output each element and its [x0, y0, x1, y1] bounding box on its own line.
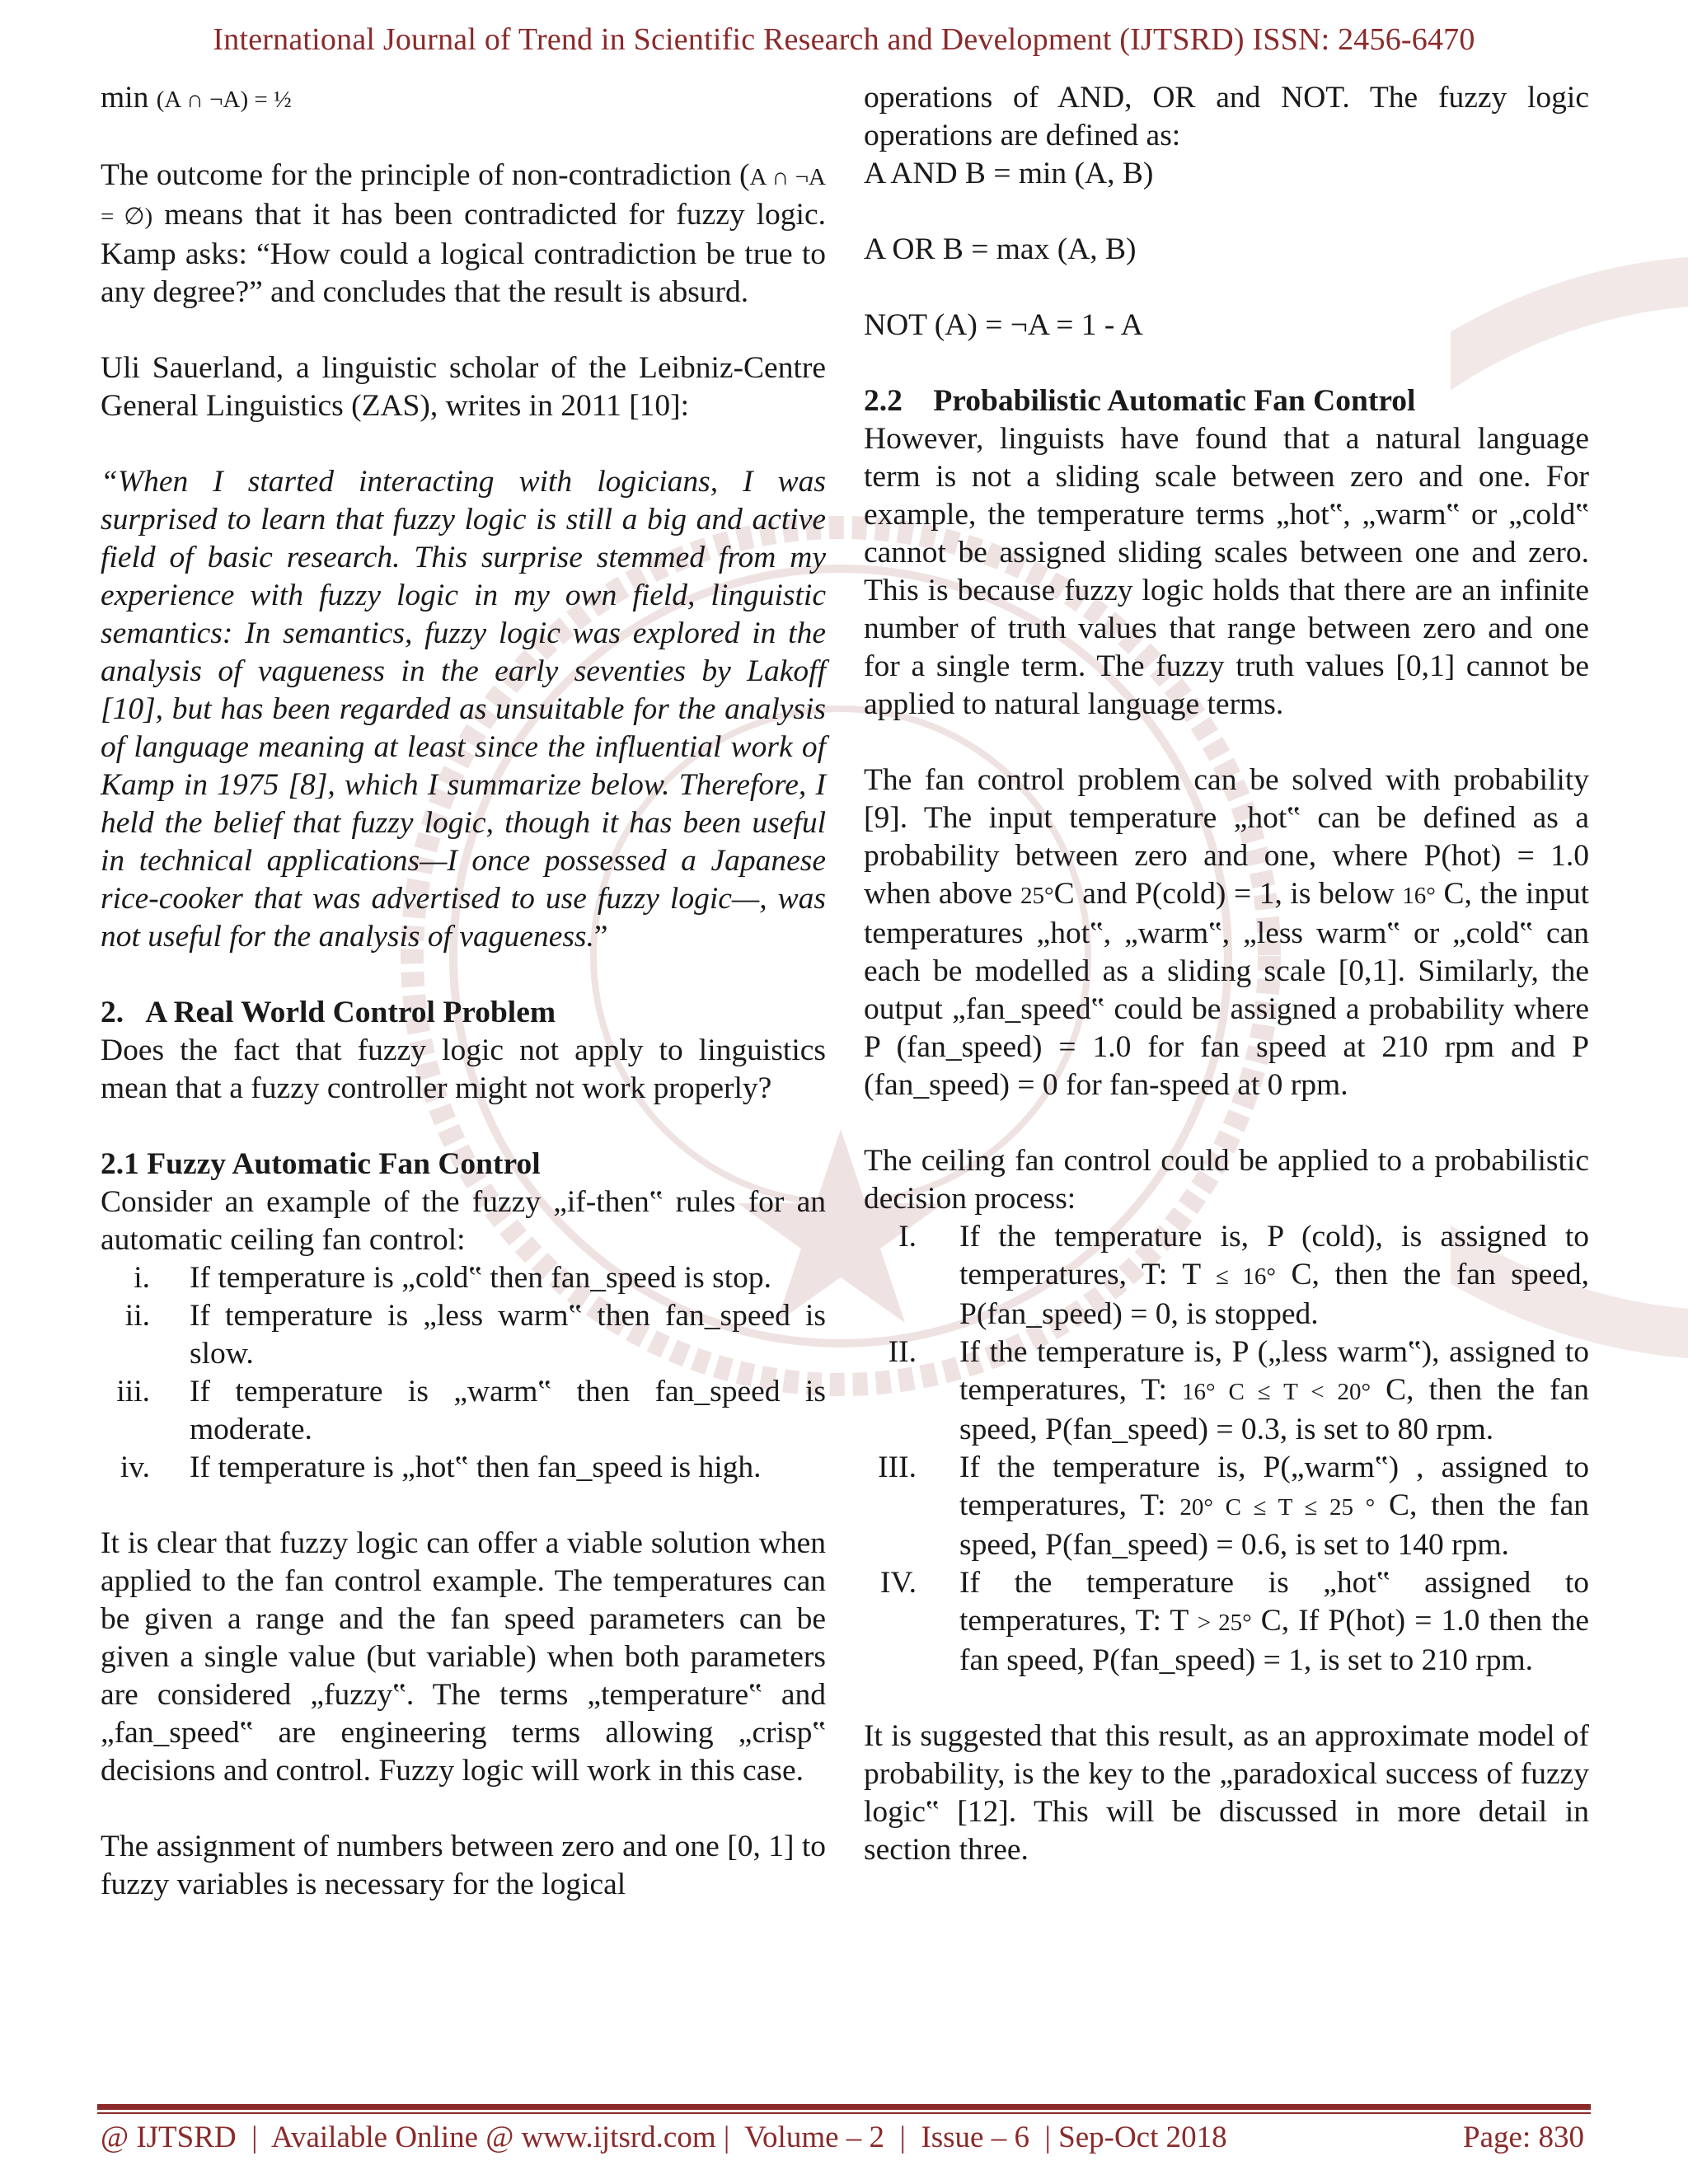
page-footer [101, 2120, 1584, 2155]
list-text: If temperature is „less warm‟ then fan_speed is slow. [190, 1299, 826, 1371]
probabilistic-rule-item [864, 1564, 1589, 1680]
text-span: The fan control problem can be solved with probability [9]. The input temperature „hot‟ can be defined as a probability between zero and one, where P(hot) = 1.0 when above [864, 763, 1589, 911]
temperature-span: 16° [1402, 883, 1436, 909]
quote-block [101, 463, 826, 956]
fuzzy-rule-item [101, 1297, 826, 1373]
equation-or: A OR B = max (A, B) [864, 232, 1137, 266]
probabilistic-rule-item [864, 1218, 1589, 1333]
paragraph-section-2-1: Consider an example of the fuzzy „if-then‟ rules for an automatic ceiling fan control: [101, 1185, 826, 1257]
rule-condition: > 25° [1197, 1610, 1252, 1636]
symbol-span: A ∩ ¬A = ∅) [101, 164, 826, 230]
paragraph-linguists: However, linguists have found that a natural language term is not a sliding scale between zero and one. For example, the temperature terms „hot‟, „warm‟ or „cold‟ cannot be assigned sliding scales between one and zero. This is because fuzzy logic holds that there are an infinite number of truth values that range between zero and one for a single term. The fuzzy truth values [0,1] cannot be applied to natural language terms. [864, 422, 1589, 721]
rule-text: C, then the fan speed, P(fan_speed) = 0.3, is set to 80 rpm. [959, 1373, 1589, 1446]
quote-close: ” [593, 920, 608, 954]
footer-info: @ IJTSRD | Available Online @ www.ijtsrd.com | Volume – 2 | Issue – 6 | Sep-Oct 2018 [101, 2121, 1227, 2154]
rule-text: If the temperature is „hot‟ assigned to temperatures, T: T [959, 1566, 1589, 1638]
rule-condition: 16° C ≤ T < 20° [1181, 1379, 1372, 1405]
paragraph-non-contradiction [101, 157, 826, 312]
section-number: 2. [101, 996, 124, 1029]
footer-rule-thin [97, 2112, 1591, 2114]
section-2-heading [101, 994, 826, 1032]
list-text [959, 1333, 1589, 1449]
rule-text: C, If P(hot) = 1.0 then the fan speed, P(fan_speed) = 1, is set to 210 rpm. [959, 1604, 1590, 1677]
rule-text: If the temperature is, P (cold), is assigned to temperatures, T: T [959, 1220, 1589, 1291]
equation-and: A AND B = min (A, B) [864, 157, 1154, 190]
list-marker: iii. [116, 1375, 150, 1408]
footer-rule [97, 2104, 1591, 2110]
text-span: C, the input temperatures „hot‟, „warm‟, „less warm‟ or „cold‟ can each be modelled as a sliding scale [0,1]. Similarly, the output „fan_speed‟ could be assigned a probability where P (fan_speed) = 1.0 for fan speed at 210 rpm and P (fan_speed) = 0 for fan-speed at 0 rpm. [864, 877, 1590, 1102]
probabilistic-rule-item [864, 1333, 1589, 1449]
text-span: means that it has been contradicted for fuzzy logic. Kamp asks: “How could a logical contradiction be true to any degree?” and concludes that the result is absurd. [101, 198, 826, 309]
fuzzy-rule-item [101, 1259, 826, 1297]
quote-text: “When I started interacting with logicians, I was surprised to learn that fuzzy logic is still a big and active field of basic research. This surprise stemmed from my experience with fuzzy logic in my own field, linguistic semantics: In semantics, fuzzy logic was explored in the analysis of vagueness in the early seventies by Lakoff [10], but has been regarded as unsuitable for the analysis of language meaning at least since the influential work of Kamp in 1975 [8], which I summarize below. Therefore, I held the belief that fuzzy logic, though it has been useful in technical applications—I once possessed a Japanese rice-cooker that was advertised to use fuzzy logic—, was not useful for the analysis of vagueness. [101, 465, 826, 954]
rule-text: C, then the fan speed, P(fan_speed) = 0.6, is set to 140 rpm. [959, 1488, 1589, 1562]
right-column [864, 79, 1589, 1869]
list-text: If temperature is „hot‟ then fan_speed is high. [190, 1451, 762, 1484]
probabilistic-rule-item [864, 1449, 1589, 1564]
formula-expression: (A ∩ ¬A) = ½ [156, 87, 292, 113]
fuzzy-rule-item [101, 1449, 826, 1487]
paragraph-sauerland: Uli Sauerland, a linguistic scholar of the Leibniz-Centre General Linguistics (ZAS), writes in 2011 [10]: [101, 351, 826, 423]
list-marker: III. [878, 1451, 917, 1484]
section-2-2-heading [864, 382, 1589, 420]
section-number: 2.2 [864, 384, 903, 418]
list-marker: i. [134, 1261, 150, 1295]
formula-min [101, 79, 826, 119]
section-title: Probabilistic Automatic Fan Control [933, 384, 1416, 418]
rule-condition: ≤ 16° [1215, 1263, 1276, 1290]
section-title: A Real World Control Problem [145, 996, 556, 1029]
journal-header: International Journal of Trend in Scientific Research and Development (IJTSRD) ISSN: 2456-6470 [213, 22, 1475, 57]
probabilistic-rules-list [864, 1218, 1589, 1680]
paragraph-probability [864, 762, 1589, 1104]
rule-text: If the temperature is, P („less warm‟), assigned to temperatures, T: [959, 1335, 1589, 1407]
paragraph-operations: operations of AND, OR and NOT. The fuzzy logic operations are defined as: [864, 81, 1589, 152]
list-marker: II. [888, 1335, 917, 1369]
rule-text: If the temperature is, P(„warm‟) , assigned to temperatures, T: [959, 1451, 1589, 1522]
equation-not: NOT (A) = ¬A = 1 - A [864, 308, 1143, 342]
left-column [101, 79, 826, 1904]
text-span: C and P(cold) = 1, is below [1053, 877, 1403, 911]
list-marker: IV. [879, 1566, 917, 1600]
rule-condition: 20° C ≤ T ≤ 25 ° [1179, 1494, 1376, 1521]
text-span: The outcome for the principle of non-contradiction ( [101, 158, 750, 192]
list-text: If temperature is „warm‟ then fan_speed is moderate. [190, 1375, 826, 1446]
temperature-span: 25° [1020, 883, 1054, 909]
paragraph-viable-solution: It is clear that fuzzy logic can offer a viable solution when applied to the fan control example. The temperatures can be given a range and the fan speed parameters can be given a single value (but variable) when both parameters are considered „fuzzy‟. The terms „temperature‟ and „fan_speed‟ are engineering terms allowing „crisp‟ decisions and control. Fuzzy logic will work in this case. [101, 1526, 826, 1788]
formula-prefix: min [101, 81, 149, 115]
list-marker: I. [898, 1220, 917, 1254]
paragraph-decision-process: The ceiling fan control could be applied to a probabilistic decision process: [864, 1144, 1589, 1216]
fuzzy-rule-item [101, 1373, 826, 1449]
list-text [959, 1218, 1589, 1333]
list-marker: iv. [120, 1451, 150, 1484]
paragraph-assignment: The assignment of numbers between zero and one [0, 1] to fuzzy variables is necessary for the logical [101, 1830, 826, 1901]
list-text [959, 1449, 1589, 1564]
list-marker: ii. [124, 1299, 150, 1333]
list-text [959, 1564, 1589, 1680]
rule-text: C, then the fan speed, P(fan_speed) = 0, is stopped. [959, 1258, 1590, 1331]
paragraph-conclusion: It is suggested that this result, as an approximate model of probability, is the key to the „paradoxical success of fuzzy logic‟ [12]. This will be discussed in more detail in section three. [864, 1719, 1589, 1867]
page-number: Page: 830 [1463, 2121, 1584, 2154]
fuzzy-rules-list [101, 1259, 826, 1487]
list-text: If temperature is „cold‟ then fan_speed is stop. [190, 1261, 771, 1295]
section-2-1-heading: 2.1 Fuzzy Automatic Fan Control [101, 1147, 541, 1181]
paragraph-section-2: Does the fact that fuzzy logic not apply to linguistics mean that a fuzzy controller might not work properly? [101, 1033, 826, 1105]
